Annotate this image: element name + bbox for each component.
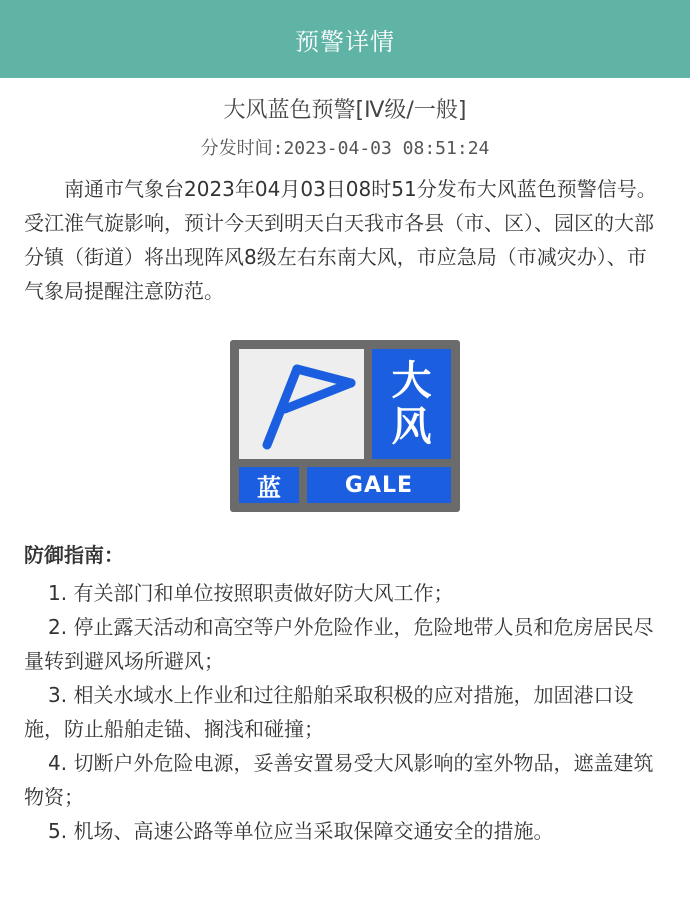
guide-item: 1. 有关部门和单位按照职责做好防大风工作； [48, 581, 454, 605]
defense-guide-title: 防御指南： [24, 543, 124, 567]
wind-flag-icon [239, 349, 364, 459]
gale-char-1: 大 [391, 358, 432, 404]
defense-guide-list [24, 576, 666, 848]
warning-icon-container [0, 340, 690, 512]
guide-item: 4. 切断户外危险电源，妥善安置易受大风影响的室外物品，遮盖建筑物资； [24, 751, 654, 809]
page-title: 预警详情 [295, 27, 395, 56]
gale-chinese-label [372, 349, 451, 459]
gale-warning-icon [230, 340, 460, 512]
guide-item: 2. 停止露天活动和高空等户外危险作业，危险地带人员和危房居民尽量转到避风场所避风； [24, 615, 654, 673]
guide-item: 5. 机场、高速公路等单位应当采取保障交通安全的措施。 [48, 819, 554, 843]
header-bar [0, 0, 690, 78]
guide-item: 3. 相关水域水上作业和过往船舶采取积极的应对措施，加固港口设施，防止船舶走锚、搁浅和碰撞； [24, 683, 634, 741]
warning-content: 南通市气象台2023年04月03日08时51分发布大风蓝色预警信号。受江淮气旋影响，预计今天到明天白天我市各县（市、区）、园区的大部分镇（街道）将出现阵风8级左右东南大风，市应急局（市减灾办）、市气象局提醒注意防范。 [24, 177, 657, 303]
gale-english-label [307, 467, 451, 503]
gale-char-2: 风 [391, 404, 432, 450]
gale-en-text: GALE [344, 472, 414, 498]
warning-title: 大风蓝色预警[Ⅳ级/一般] [223, 98, 467, 123]
level-char: 蓝 [257, 473, 281, 502]
warning-time: 分发时间:2023-04-03 08:51:24 [200, 138, 490, 159]
blue-level-label [239, 467, 299, 503]
